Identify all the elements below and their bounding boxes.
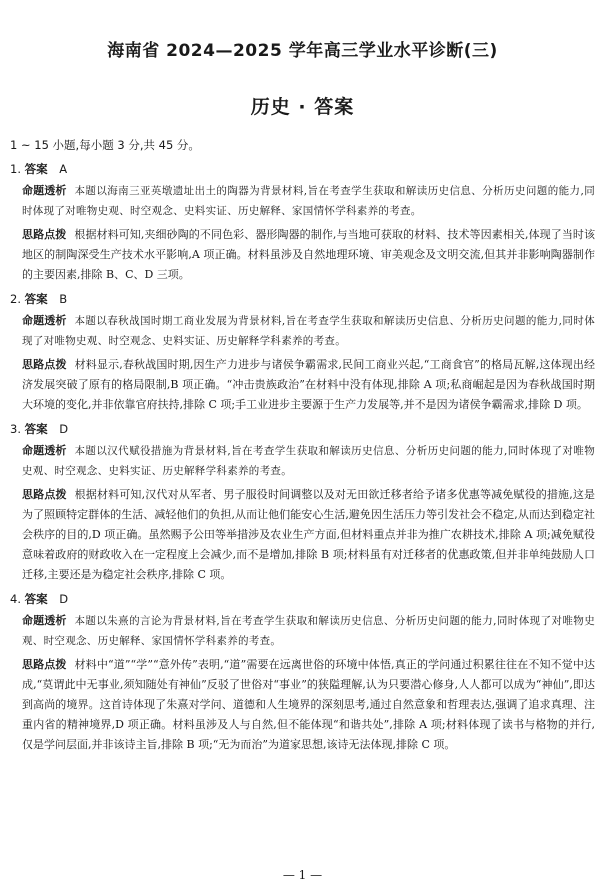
explanation-label: 思路点拨 <box>22 488 67 501</box>
question-item <box>10 159 595 285</box>
question-item <box>10 289 595 415</box>
answer-label: 答案 <box>24 422 48 436</box>
question-number: 2. <box>10 292 21 306</box>
explanation-text: 材料中“道”“学”“意外传”表明,“道”需要在远离世俗的环境中体悟,真正的学问通过积累往往在不知不觉中达成,“莫谓此中无事业,须知随处有神仙”反驳了世俗对“事业”的狭隘理解,认为只要潜心修身,人人都可以成为“神仙”,即达到高尚的境界。这首诗体现了朱熹对学问、道德和人生境界的深刻思考,通过自然意象和哲理表达,强调了追求真理、注重内省的精神境界,D 项正确。材料虽涉及人与自然,但不能体现“和谐共处”,排除 A 项;材料体现了读书与格物的并行,仅是学问层面,并非该诗主旨,排除 B 项;“无为而治”为道家思想,该诗无法体现,排除 C 项。 <box>22 658 596 751</box>
question-answer-line <box>10 589 595 609</box>
analysis-text: 本题以汉代赋役措施为背景材料,旨在考查学生获取和解读历史信息、分析历史问题的能力,同时体现了对唯物史观、时空观念、史料实证、历史解释学科素养的考查。 <box>22 445 596 477</box>
analysis-paragraph <box>10 311 595 351</box>
explanation-paragraph <box>10 355 595 415</box>
question-item <box>10 589 595 755</box>
analysis-label: 命题透析 <box>22 184 67 197</box>
explanation-label: 思路点拨 <box>22 228 67 241</box>
analysis-label: 命题透析 <box>22 314 67 327</box>
section-intro: 1 ~ 15 小题,每小题 3 分,共 45 分。 <box>10 138 200 152</box>
explanation-label: 思路点拨 <box>22 358 67 371</box>
explanation-label: 思路点拨 <box>22 658 67 671</box>
question-answer-line <box>10 159 595 179</box>
page-number: — 1 — <box>282 868 323 882</box>
answer-content <box>10 135 595 759</box>
analysis-text: 本题以春秋战国时期工商业发展为背景材料,旨在考查学生获取和解读历史信息、分析历史问题的能力,同时体现了对唯物史观、时空观念、史料实证、历史解释学科素养的考查。 <box>22 315 596 347</box>
analysis-label: 命题透析 <box>22 444 67 457</box>
answer-value: A <box>59 162 68 176</box>
analysis-text: 本题以朱熹的言论为背景材料,旨在考查学生获取和解读历史信息、分析历史问题的能力,同时体现了对唯物史观、时空观念、历史解释、家国情怀学科素养的考查。 <box>22 615 596 647</box>
answer-value: B <box>59 292 68 306</box>
page-title: 海南省 2024—2025 学年高三学业水平诊断(三) <box>107 41 498 61</box>
analysis-paragraph <box>10 611 595 651</box>
answer-label: 答案 <box>24 162 48 176</box>
answer-value: D <box>59 422 69 436</box>
explanation-paragraph <box>10 225 595 285</box>
question-number: 3. <box>10 422 21 436</box>
explanation-text: 根据材料可知,夹细砂陶的不同色彩、器形陶器的制作,与当地可获取的材料、技术等因素相关,体现了当时该地区的制陶深受生产技术水平影响,A 项正确。材料虽涉及自然地理环境、审美观念及文明交流,但其并非影响陶器制作的主要因素,排除 B、C、D 三项。 <box>22 228 595 281</box>
answer-label: 答案 <box>24 292 48 306</box>
explanation-paragraph <box>10 485 595 585</box>
analysis-label: 命题透析 <box>22 614 67 627</box>
page-subtitle: 历史 · 答案 <box>250 96 355 118</box>
analysis-text: 本题以海南三亚英墩遗址出土的陶器为背景材料,旨在考查学生获取和解读历史信息、分析历史问题的能力,同时体现了对唯物史观、时空观念、史料实证、历史解释、家国情怀学科素养的考查。 <box>22 185 596 217</box>
explanation-paragraph <box>10 655 595 755</box>
question-answer-line <box>10 419 595 439</box>
question-number: 4. <box>10 592 21 606</box>
question-item <box>10 419 595 585</box>
analysis-paragraph <box>10 441 595 481</box>
question-number: 1. <box>10 162 21 176</box>
explanation-text: 根据材料可知,汉代对从军者、男子服役时间调整以及对无田欲迁移者给予诸多优惠等减免赋役的措施,这是为了照顾特定群体的生活、减轻他们的负担,从而让他们能安心生活,避免因生活压力等引发社会不稳定,从而达到稳定社会秩序的目的,D 项正确。虽然赐予公田等举措涉及农业生产方面,但材料重点并非为推广农耕技术,排除 A 项;减免赋役意味着政府的财政收入在一定程度上会减少,而不是增加,排除 B 项;材料虽有对迁移者的优惠政策,但并非单纯鼓励人口迁移,主要还是为稳定社会秩序,排除 C 项。 <box>22 488 596 581</box>
question-answer-line <box>10 289 595 309</box>
analysis-paragraph <box>10 181 595 221</box>
answer-value: D <box>59 592 69 606</box>
explanation-text: 材料显示,春秋战国时期,因生产力进步与诸侯争霸需求,民间工商业兴起,“工商食官”的格局瓦解,这体现出经济发展突破了原有的格局限制,B 项正确。“冲击贵族政治”在材料中没有体现,排除 A 项;私商崛起是因为春秋战国时期大环境的变化,并非依靠官府扶持,排除 C 项;手工业进步主要源于生产力发展等,并不是因为诸侯争霸需求,排除 D 项。 <box>22 358 595 411</box>
answer-label: 答案 <box>24 592 48 606</box>
